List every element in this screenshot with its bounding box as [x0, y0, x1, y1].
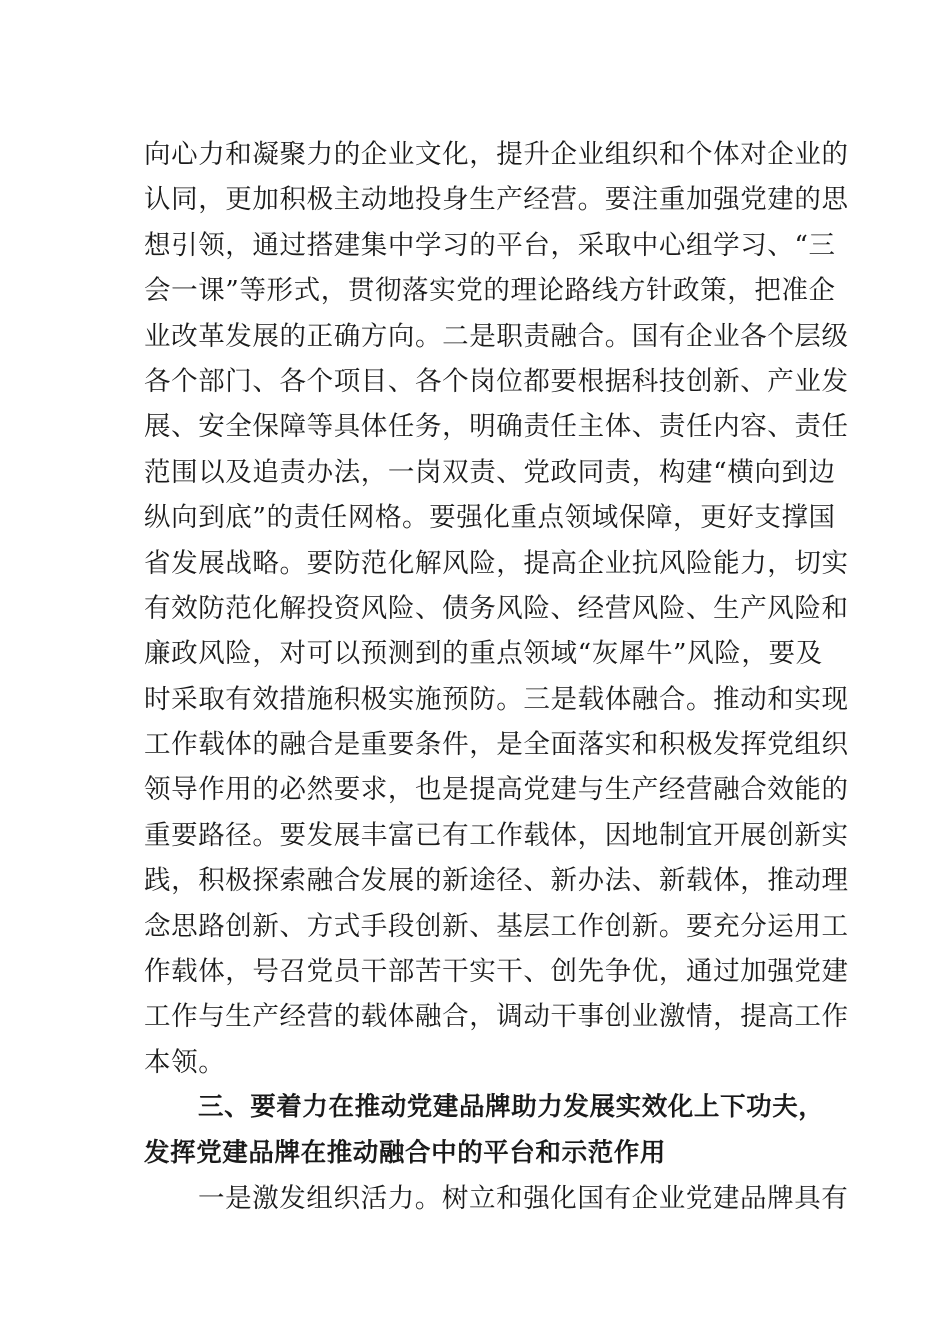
text-line: 想引领，通过搭建集中学习的平台，采取中心组学习、“三	[144, 229, 836, 261]
text-line: 时采取有效措施积极实施预防。三是载体融合。推动和实现	[144, 683, 849, 715]
body-paragraph-2	[144, 1176, 849, 1221]
text-line: 廉政风险，对可以预测到的重点领域“灰犀牛”风险，要及	[144, 638, 823, 670]
text-line: 领导作用的必然要求，也是提高党建与生产经营融合效能的	[144, 774, 849, 806]
text-line: 践，积极探索融合发展的新途径、新办法、新载体，推动理	[144, 865, 849, 897]
text-line: 向心力和凝聚力的企业文化，提升企业组织和个体对企业的	[144, 139, 849, 170]
text-line: 工作与生产经营的载体融合，调动干事创业激情，提高工作	[144, 1001, 849, 1033]
text-line: 念思路创新、方式手段创新、基层工作创新。要充分运用工	[144, 910, 849, 942]
text-line: 一是激发组织活力。树立和强化国有企业党建品牌具有	[198, 1182, 849, 1214]
text-line: 省发展战略。要防范化解风险，提高企业抗风险能力，切实	[144, 547, 849, 579]
text-line: 本领。	[144, 1046, 226, 1078]
text-line: 纵向到底”的责任网格。要强化重点领域保障，更好支撑国	[144, 502, 836, 534]
text-line: 有效防范化解投资风险、债务风险、经营风险、生产风险和	[144, 592, 849, 624]
text-line: 重要路径。要发展丰富已有工作载体，因地制宜开展创新实	[144, 819, 849, 851]
text-line: 业改革发展的正确方向。二是职责融合。国有企业各个层级	[144, 320, 849, 352]
text-line: 展、安全保障等具体任务，明确责任主体、责任内容、责任	[144, 411, 849, 443]
text-line: 各个部门、各个项目、各个岗位都要根据科技创新、产业发	[144, 365, 849, 397]
section-heading-3	[144, 1085, 825, 1176]
heading-line: 三、要着力在推动党建品牌助力发展实效化上下功夫，	[198, 1092, 825, 1123]
text-line: 认同，更加积极主动地投身生产经营。要注重加强党建的思	[144, 184, 849, 216]
text-line: 范围以及追责办法，一岗双责、党政同责，构建“横向到边	[144, 456, 836, 488]
text-line: 作载体，号召党员干部苦干实干、创先争优，通过加强党建	[144, 956, 849, 988]
document-body	[144, 132, 849, 1221]
text-line: 会一课”等形式，贯彻落实党的理论路线方针政策，把准企	[144, 275, 836, 307]
body-paragraph-1	[144, 132, 849, 1085]
text-line: 工作载体的融合是重要条件，是全面落实和积极发挥党组织	[144, 729, 849, 761]
heading-line: 发挥党建品牌在推动融合中的平台和示范作用	[144, 1137, 667, 1168]
